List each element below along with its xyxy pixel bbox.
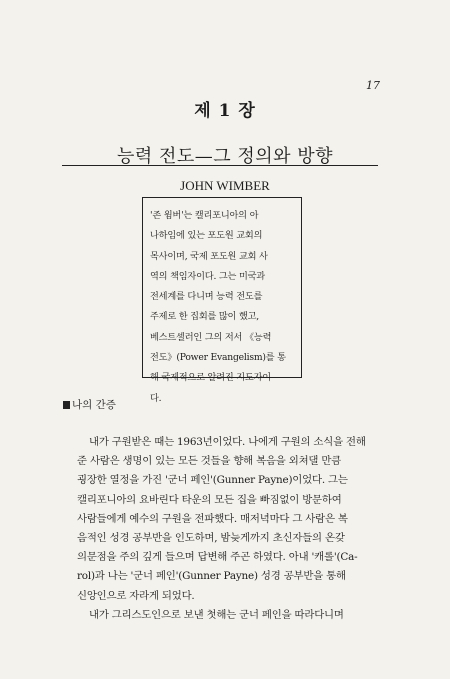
body-line: 내가 구원받은 때는 1963년이었다. 나에게 구원의 소식을 전해 <box>89 436 366 448</box>
square-bullet-icon <box>63 401 70 409</box>
body-line: 사람들에게 예수의 구원을 전파했다. 매저녁마다 그 사람은 복 <box>77 512 348 525</box>
body-line: 음적인 성경 공부반을 인도하며, 밤늦게까지 초신자들의 온갖 <box>77 532 345 545</box>
chapter-title: 능력 전도—그 정의와 방향 <box>116 146 334 167</box>
bio-line: 전세계를 다니며 능력 전도를 <box>150 291 263 303</box>
bio-line: 다. <box>150 392 162 404</box>
bio-line: 주제로 한 집회를 많이 했고, <box>150 311 260 323</box>
author-name: JOHN WIMBER <box>180 178 270 193</box>
bio-line: 목사이며, 국제 포도원 교회 사 <box>150 250 268 262</box>
body-line: 의문점을 주의 깊게 들으며 답변해 주곤 하였다. 아내 '캐롤'(Ca- <box>77 551 358 564</box>
bio-line: 베스트셀러인 그의 저서 《능력 <box>150 331 272 343</box>
section-heading-text: 나의 간증 <box>72 399 116 411</box>
body-line: 준 사람은 생명이 있는 모든 것들을 향해 복음을 외쳐댈 만큼 <box>77 455 342 468</box>
bio-line: 해 국제적으로 알려진 지도자이 <box>150 372 271 384</box>
body-text <box>77 433 397 625</box>
section-heading <box>63 397 116 412</box>
bio-line: 전도》(Power Evangelism)를 통 <box>150 352 286 364</box>
page-number: 17 <box>366 79 380 92</box>
chapter-label: 제 1 장 <box>194 101 256 121</box>
bio-line: 역의 책임자이다. 그는 미국과 <box>150 270 265 282</box>
body-line: 굉장한 열정을 가진 '군너 페인'(Gunner Payne)이었다. 그는 <box>77 474 348 487</box>
bio-line: 나하임에 있는 포도원 교회의 <box>150 230 263 242</box>
body-line: 캘리포니아의 요바린다 타운의 모든 집을 빠짐없이 방문하여 <box>77 493 342 506</box>
bio-line: '존 윔버'는 캘리포니아의 아 <box>150 210 259 221</box>
body-line: rol)과 나는 '군너 페인'(Gunner Payne) 성경 공부반을 통해 <box>77 570 346 583</box>
title-underline <box>62 165 378 166</box>
body-line: 신앙인으로 자라게 되었다. <box>77 589 195 602</box>
body-line: 내가 그리스도인으로 보낸 첫해는 군너 페인을 따라다니며 <box>89 608 344 621</box>
author-bio-box <box>142 197 302 404</box>
